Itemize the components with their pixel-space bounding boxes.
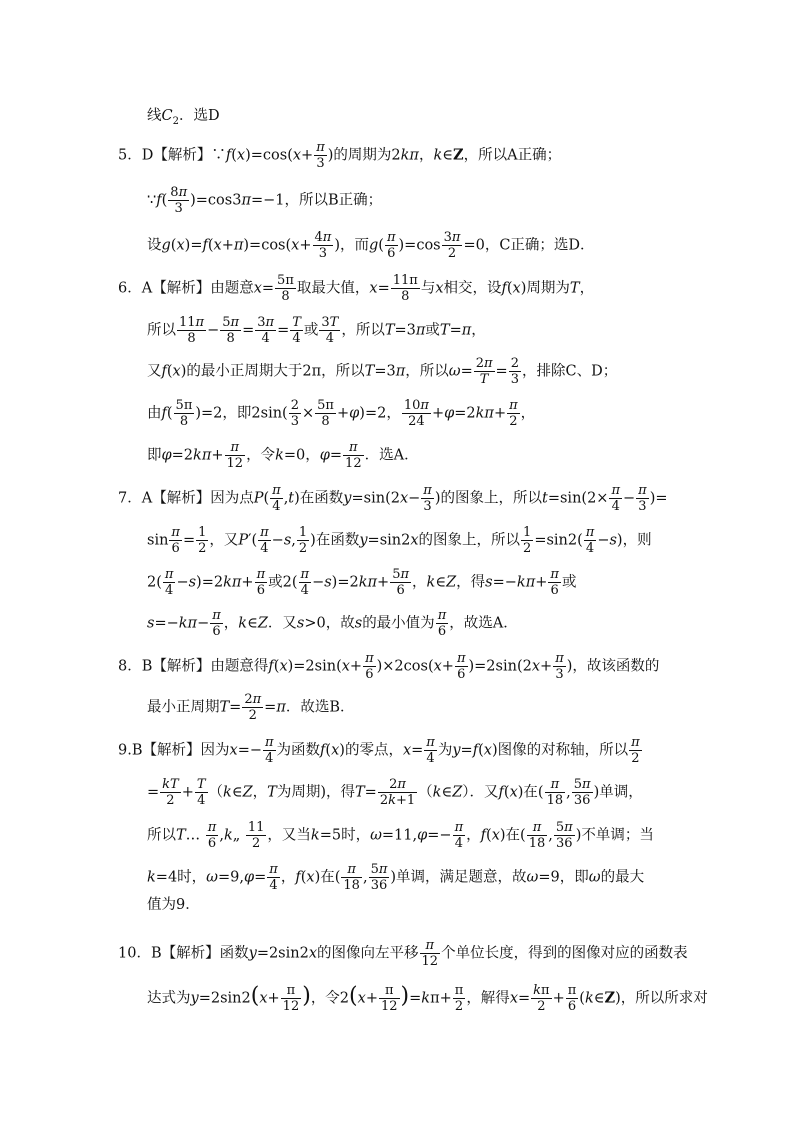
text-line: 所以T… $\frac{\pi}{6}$ ,k„ $\frac{11}{2}$ ，又当k=5时，ω=11,φ=− $\frac{\pi}{4}$ ，f(x)在( $\frac{\pi}{18}$ , $\frac{5\pi}{36}$ )不单调；当	[147, 820, 654, 851]
text-line: = $\frac{kT}{2}$ + $\frac{T}{4}$ （k∈Z，T为周期)，得T= $\frac{2\pi}{2k+1}$ （k∈Z）．又f(x)在( $\frac{\pi}{18}$ , $\frac{5\pi}{36}$ )单调，	[147, 777, 643, 808]
text-line: 所以 $\frac{11\pi}{8}$ − $\frac{5\pi}{8}$ = $\frac{3\pi}{4}$ = $\frac{T}{4}$ 或 $\frac{3T}{4}$ ，所以T=3π或T=π，	[147, 315, 486, 346]
text-line: 7．A【解析】因为点P( $\frac{\pi}{4}$ ,t)在函数y=sin(2x− $\frac{\pi}{3}$ )的图象上，所以t=sin(2× $\frac{\pi}{4}$ − $\frac{\pi}{3}$ )=	[118, 483, 668, 514]
text-line: 8．B【解析】由题意得f(x)=2sin(x+ $\frac{\pi}{6}$ )×2cos(x+ $\frac{\pi}{6}$ )=2sin(2x+ $\frac{\pi}{3}$ )，故该函数的	[118, 651, 660, 682]
text-line: 最小正周期T= $\frac{2\pi}{2}$ =π．故选B．	[147, 692, 355, 723]
text-line: 5．D【解析】∵f(x)=cos(x+ $\frac{\pi}{3}$ )的周期为2kπ，k∈Z，所以A正确；	[118, 140, 562, 171]
text-line: 值为9．	[147, 897, 200, 913]
text-line: 由f( $\frac{5\pi}{8}$ )=2，即2sin( $\frac{2}{3}$ × $\frac{5\pi}{8}$ +φ)=2， $\frac{10\pi}{24}$ +φ=2kπ+ $\frac{\pi}{2}$ ，	[147, 398, 536, 429]
text-line: 6．A【解析】由题意x= $\frac{5\pi}{8}$ 取最大值，x= $\frac{11\pi}{8}$ 与x相交，设f(x)周期为T，	[118, 273, 595, 304]
text-line: 达式为y=2sin2(x+ $\frac{\pi}{12}$ )，令2(x+ $\frac{\pi}{12}$ )=kπ+ $\frac{\pi}{2}$ ，解得x= $\frac{k\pi}{2}$ + $\frac{\pi}{6}$ (k∈Z)，所以所求对	[147, 983, 708, 1014]
text-line: 即φ=2kπ+ $\frac{\pi}{12}$ ，令k=0，φ= $\frac{\pi}{12}$ ．选A．	[147, 440, 419, 471]
text-line: 10．B【解析】函数y=2sin2x的图像向左平移 $\frac{\pi}{12}$ 个单位长度，得到的图像对应的函数表	[118, 938, 688, 969]
text-line: s=−kπ− $\frac{\pi}{6}$ ，k∈Z．又s>0，故s的最小值为 $\frac{\pi}{6}$ ，故选A．	[147, 608, 518, 639]
text-line: k=4时，ω=9,φ= $\frac{\pi}{4}$ ，f(x)在( $\frac{\pi}{18}$ , $\frac{5\pi}{36}$ )单调，满足题意，故ω=9，即ω的最大	[147, 862, 645, 893]
text-line: sin $\frac{\pi}{6}$ = $\frac{1}{2}$ ，又P′( $\frac{\pi}{4}$ −s, $\frac{1}{2}$ )在函数y=sin2x的图象上，所以 $\frac{1}{2}$ =sin2( $\frac{\pi}{4}$ −s)，则	[147, 525, 652, 556]
text-line: 线$C_2$．选D	[147, 108, 220, 127]
text-line: 设g(x)=f(x+π)=cos(x+ $\frac{4\pi}{3}$ )，而g( $\frac{\pi}{6}$ )=cos $\frac{3\pi}{2}$ =0，C正确；选D．	[147, 230, 595, 261]
text-line: 又f(x)的最小正周期大于2π，所以T=3π，所以ω= $\frac{2\pi}{T}$ = $\frac{2}{3}$ ，排除C、D；	[147, 356, 618, 387]
text-line: 2( $\frac{\pi}{4}$ −s)=2kπ+ $\frac{\pi}{6}$ 或2( $\frac{\pi}{4}$ −s)=2kπ+ $\frac{5\pi}{6}$ ，k∈Z，得s=−kπ+ $\frac{\pi}{6}$ 或	[147, 567, 577, 598]
text-line: 9.B【解析】因为x=− $\frac{\pi}{4}$ 为函数f(x)的零点，x= $\frac{\pi}{4}$ 为y=f(x)图像的对称轴，所以 $\frac{\pi}{2}$	[118, 735, 640, 766]
text-line: ∵f( $\frac{8\pi}{3}$ )=cos3π=−1，所以B正确；	[147, 185, 383, 216]
